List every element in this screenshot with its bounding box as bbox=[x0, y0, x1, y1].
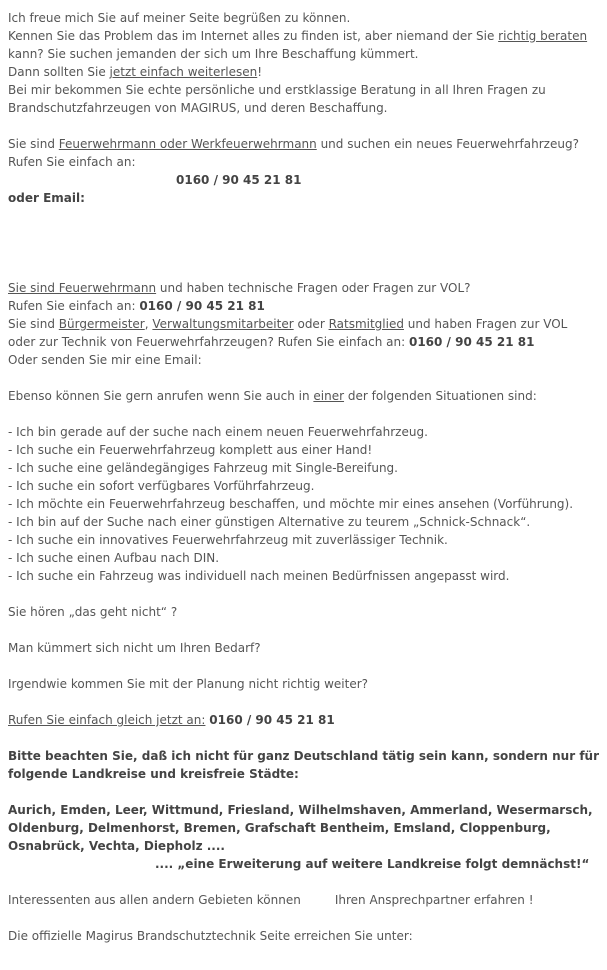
list-item: - Ich möchte ein Feuerwehrfahrzeug beschaffen, und möchte mir eines ansehen (Vorführung). bbox=[8, 497, 574, 511]
link-richtig-beraten[interactable]: richtig beraten bbox=[498, 29, 588, 43]
technical-text: und haben technische Fragen oder Fragen zur VOL? bbox=[156, 281, 471, 295]
official-site-line: Die offizielle Magirus Brandschutztechnik Seite erreichen Sie unter: bbox=[8, 929, 413, 943]
list-item: - Ich bin gerade auf der suche nach einem neuen Feuerwehrfahrzeug. bbox=[8, 425, 428, 439]
intro-line bbox=[8, 63, 600, 81]
technical-text: oder zur Technik von Feuerwehrfahrzeugen? Rufen Sie einfach an: bbox=[8, 335, 409, 349]
technical-text: und haben Fragen zur VOL bbox=[403, 317, 568, 331]
interest-line bbox=[8, 891, 600, 909]
email-label-line bbox=[8, 189, 600, 207]
situations-text: Ebenso können Sie gern anrufen wenn Sie auch in bbox=[8, 389, 314, 403]
link-rufen-sie-an[interactable]: Rufen Sie einfach gleich jetzt an: bbox=[8, 713, 206, 727]
link-verwaltungsmitarbeiter[interactable]: Verwaltungsmitarbeiter bbox=[152, 317, 294, 331]
link-sie-sind-feuerwehrmann[interactable]: Sie sind Feuerwehrmann bbox=[8, 281, 157, 295]
expansion-text: .... „eine Erweiterung auf weitere Landkreise folgt demnächst!“ bbox=[155, 857, 590, 871]
link-einer[interactable]: einer bbox=[313, 389, 345, 403]
phone-value: 0160 / 90 45 21 81 bbox=[176, 173, 302, 187]
list-item: - Ich suche ein innovatives Feuerwehrfahrzeug mit zuverlässiger Technik. bbox=[8, 533, 448, 547]
intro-text: Kennen Sie das Problem das im Internet alles zu finden ist, aber niemand der Sie bbox=[8, 29, 499, 43]
question-line: Man kümmert sich nicht um Ihren Bedarf? bbox=[8, 641, 261, 655]
technical-text: oder bbox=[293, 317, 329, 331]
expansion-note bbox=[8, 855, 600, 873]
intro-line: Brandschutzfahrzeugen von MAGIRUS, und deren Beschaffung. bbox=[8, 101, 388, 115]
list-item: - Ich suche ein Fahrzeug was individuell nach meinen Bedürfnissen angepasst wird. bbox=[8, 569, 510, 583]
list-item: - Ich suche eine geländegängiges Fahrzeug mit Single-Bereifung. bbox=[8, 461, 398, 475]
region-list bbox=[8, 801, 600, 819]
interest-text: Interessenten aus allen andern Gebieten können bbox=[8, 893, 301, 907]
region-list bbox=[8, 837, 600, 855]
technical-text: , bbox=[144, 317, 153, 331]
region-list-text: Aurich, Emden, Leer, Wittmund, Friesland, Wilhelmshaven, Ammerland, Wesermarsch, bbox=[8, 803, 593, 817]
region-note-text: Bitte beachten Sie, daß ich nicht für ganz Deutschland tätig sein kann, sondern nur für bbox=[8, 749, 600, 763]
phone-value: 0160 / 90 45 21 81 bbox=[408, 335, 535, 349]
region-note bbox=[8, 747, 600, 765]
intro-text: Dann sollten Sie bbox=[8, 65, 110, 79]
question-line: Irgendwie kommen Sie mit der Planung nicht richtig weiter? bbox=[8, 677, 369, 691]
phone-value: 0160 / 90 45 21 81 bbox=[139, 299, 265, 313]
link-buergermeister[interactable]: Bürgermeister bbox=[58, 317, 145, 331]
intro-line bbox=[8, 27, 600, 45]
firefighter-line bbox=[8, 135, 600, 153]
technical-line bbox=[8, 315, 600, 333]
interest-text: Ihren Ansprechpartner erfahren ! bbox=[334, 893, 534, 907]
list-item: - Ich suche ein Feuerwehrfahrzeug komplett aus einer Hand! bbox=[8, 443, 373, 457]
technical-line bbox=[8, 297, 600, 315]
call-line bbox=[8, 711, 600, 729]
region-list-text: Oldenburg, Delmenhorst, Bremen, Grafschaft Bentheim, Emsland, Cloppenburg, bbox=[8, 821, 551, 835]
technical-text: Sie sind bbox=[8, 317, 59, 331]
email-label: oder Email: bbox=[8, 191, 85, 205]
firefighter-line: Rufen Sie einfach an: bbox=[8, 155, 136, 169]
phone-number bbox=[8, 171, 600, 189]
question-line: Sie hören „das geht nicht“ ? bbox=[8, 605, 178, 619]
phone-value: 0160 / 90 45 21 81 bbox=[209, 713, 335, 727]
situations-intro bbox=[8, 387, 600, 405]
region-list bbox=[8, 819, 600, 837]
firefighter-text: Sie sind bbox=[8, 137, 59, 151]
region-note bbox=[8, 765, 600, 783]
region-list-text: Osnabrück, Vechta, Diepholz .... bbox=[8, 839, 225, 853]
firefighter-text: und suchen ein neues Feuerwehrfahrzeug? bbox=[316, 137, 579, 151]
list-item: - Ich bin auf der Suche nach einer günstigen Alternative zu teurem „Schnick-Schnack“. bbox=[8, 515, 531, 529]
list-item: - Ich suche ein sofort verfügbares Vorführfahrzeug. bbox=[8, 479, 315, 493]
region-note-text: folgende Landkreise und kreisfreie Städte: bbox=[8, 767, 299, 781]
technical-line: Oder senden Sie mir eine Email: bbox=[8, 353, 202, 367]
page-content bbox=[8, 9, 600, 945]
intro-line: Bei mir bekommen Sie echte persönliche und erstklassige Beratung in all Ihren Fragen zu bbox=[8, 83, 546, 97]
link-feuerwehrmann[interactable]: Feuerwehrmann oder Werkfeuerwehrmann bbox=[58, 137, 317, 151]
link-weiterlesen[interactable]: jetzt einfach weiterlesen bbox=[109, 65, 258, 79]
intro-line: kann? Sie suchen jemanden der sich um Ihre Beschaffung kümmert. bbox=[8, 47, 419, 61]
technical-line bbox=[8, 279, 600, 297]
technical-line bbox=[8, 333, 600, 351]
technical-text: Rufen Sie einfach an: bbox=[8, 299, 140, 313]
situations-text: der folgenden Situationen sind: bbox=[344, 389, 537, 403]
link-ratsmitglied[interactable]: Ratsmitglied bbox=[328, 317, 404, 331]
intro-line: Ich freue mich Sie auf meiner Seite begrüßen zu können. bbox=[8, 11, 351, 25]
intro-text: ! bbox=[257, 65, 263, 79]
list-item: - Ich suche einen Aufbau nach DIN. bbox=[8, 551, 220, 565]
